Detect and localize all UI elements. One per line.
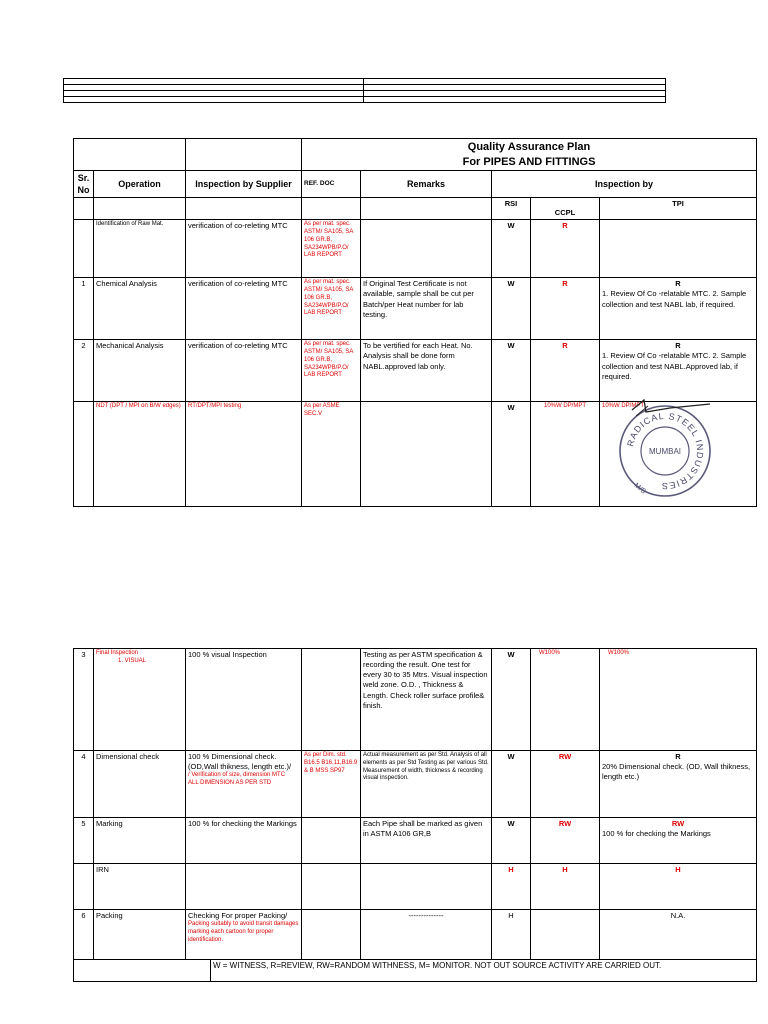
header-inspection-by: Inspection by	[492, 171, 757, 198]
table-row: Identification of Raw Mat. verification of co-releting MTC As per mat. spec. ASTM/ SA105, SA 106 GR.B, SA234WPB/P.O/ LAB REPORT W R	[74, 220, 757, 278]
svg-text:RADICAL STEEL INDUSTRIES: RADICAL STEEL INDUSTRIES	[625, 410, 706, 492]
table-row: IRN H H H	[74, 864, 757, 910]
table-row: NDT (DPT / MPI on B/W edges) RT/DPT/MPI testing As per ASME SEC.V W 10%W DP/MPT 10%W DP/MPT	[74, 402, 757, 507]
header-tpi: TPI	[600, 198, 757, 220]
header-operation: Operation	[94, 171, 186, 198]
page-title	[302, 139, 757, 171]
title-line-2: For PIPES AND FITTINGS	[462, 155, 596, 168]
table-row: 4 Dimensional check 100 % Dimensional check.(OD,Wall thikness, length etc.)/ / Verification of size, dimension MTC ALL DIMENSION AS PER STD As per Dim. std. B16.5 B16.11,B16.9 & B MSS SP97 Actual measurement as per Std. Analysis of all elements as per Std Testing as per various Std. Measurement of width, thickness & recording visual inspection. W RW R 20% Dimensional check. (OD, Wall thikness, length etc.)	[74, 751, 757, 818]
table-row: 2 Mechanical Analysis verification of co-releting MTC As per mat. spec. ASTM/ SA105, SA 106 GR.B, SA234WPB/P.O/ LAB REPORT To be vertified for each Heat. No. Analysis shall be done form NABL.approved lab only. W R R 1. Review Of Co -relatable MTC. 2. Sample collection and test NABL.Approved lab, if required.	[74, 340, 757, 402]
legend-text: W = WITNESS, R=REVIEW, RW=RANDOM WITHNESS, M= MONITOR. NOT OUT SOURCE ACTIVITY ARE CARRIED OUT.	[211, 960, 757, 982]
svg-text:M/S: M/S	[632, 482, 647, 496]
header-ref-doc: REF. DOC	[302, 171, 361, 198]
table-row: 6 Packing Checking For proper Packing/ Packing suitably to avoid transit damages marking each cartoon for proper identification. -------------- H N.A.	[74, 910, 757, 960]
qap-table-bottom	[73, 648, 757, 982]
table-row: 5 Marking 100 % for checking the Markings Each Pipe shall be marked as given in ASTM A106 GR,B W RW RW 100 % for checking the Markings	[74, 818, 757, 864]
title-line-1: Quality Assurance Plan	[467, 141, 591, 154]
svg-text:MUMBAI: MUMBAI	[649, 447, 681, 456]
header-ccpl: CCPL	[531, 198, 600, 220]
table-row: 3 Final Inspection 1. VISUAL 100 % visual Inspection Testing as per ASTM specification & recording the result. One test for every 30 to 35 Mtrs. Visual inspection weld zone. O.D. , Thickness & Length. Check roller surface profile& finish. W W100% W100%	[74, 649, 757, 751]
header-rsi: RSI	[492, 198, 531, 220]
legend-row	[74, 960, 757, 982]
header-remarks: Remarks	[361, 171, 492, 198]
stamp-seal-icon	[610, 398, 720, 504]
table-row: 1 Chemical Analysis verification of co-releting MTC As per mat. spec. ASTM/ SA105, SA 106 GR.B, SA234WPB/P.O/ LAB REPORT If Original Test Certificate is not available, sample shall be cut per Batch/per Heat number for lab testing. W R R 1. Review Of Co -relatable MTC. 2. Sample collection and test NABL lab, if required.	[74, 278, 757, 340]
header-inspection-by-supplier: Inspection by Supplier	[186, 171, 302, 198]
blank-header-grid	[63, 78, 666, 103]
header-sr-no: Sr. No	[74, 171, 94, 198]
company-stamp	[610, 398, 720, 504]
